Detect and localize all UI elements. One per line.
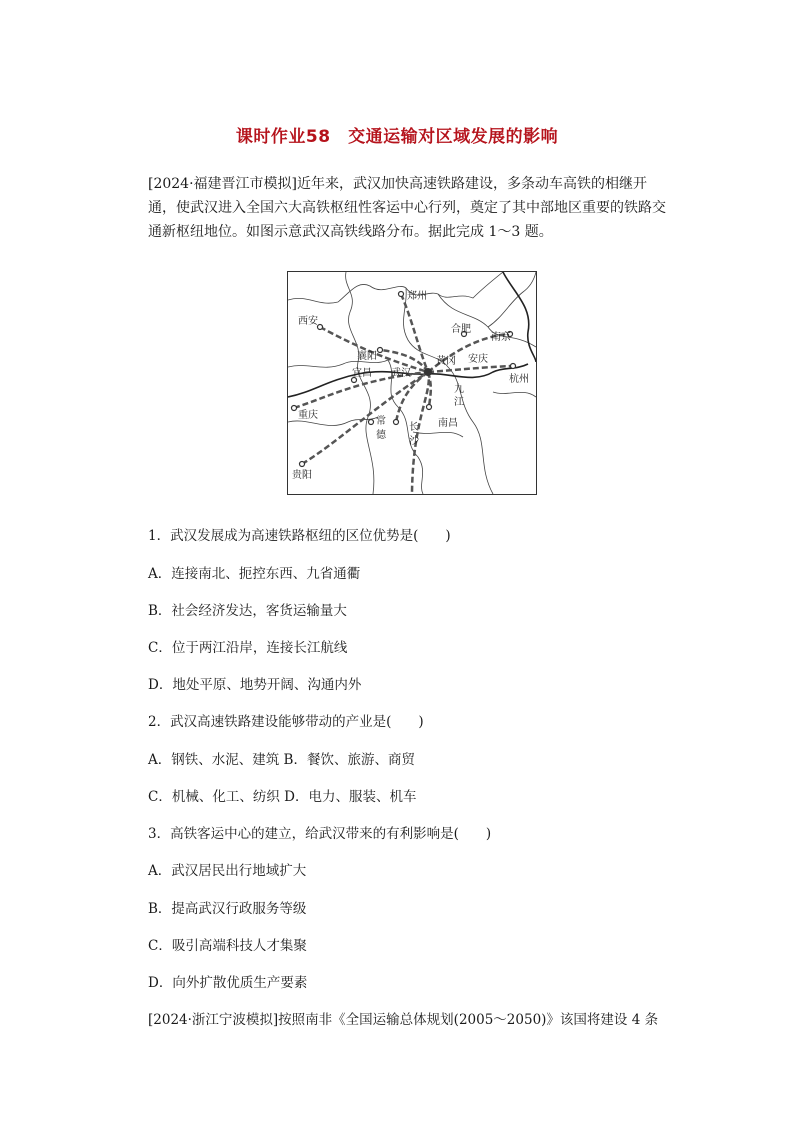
label-zhengzhou: 郑州 — [407, 291, 427, 302]
q1-option-b: B．社会经济发达，客货运输量大 — [148, 603, 347, 619]
q3-option-a: A．武汉居民出行地域扩大 — [148, 863, 307, 879]
q2-options-cd: C．机械、化工、纺织 D．电力、服装、机车 — [148, 789, 417, 805]
q3-option-b: B．提高武汉行政服务等级 — [148, 901, 307, 917]
city-wuhan-marker — [424, 368, 432, 376]
city-changsha-marker — [394, 420, 399, 425]
label-jiang: 江 — [454, 397, 464, 408]
rail-map — [287, 271, 537, 495]
label-xian: 西安 — [298, 316, 318, 327]
city-xiangyang-marker — [378, 348, 383, 353]
q1-option-d: D．地处平原、地势开阔、沟通内外 — [148, 677, 362, 693]
city-xian-marker — [318, 325, 323, 330]
label-guiyang: 贵阳 — [292, 470, 312, 481]
q1-option-a: A．连接南北、扼控东西、九省通衢 — [148, 566, 361, 582]
label-anqing: 安庆 — [468, 354, 488, 365]
label-yichang: 宜昌 — [352, 368, 372, 379]
label-huanggang: 黄冈 — [436, 356, 456, 367]
rail-map-svg — [288, 272, 536, 494]
city-hangzhou-marker — [511, 364, 516, 369]
label-de: 德 — [376, 430, 386, 441]
next-passage-intro: [2024·浙江宁波模拟]按照南非《全国运输总体规划(2005～2050)》该国将建设 4 条 — [148, 1012, 659, 1028]
label-sha: 沙 — [409, 436, 419, 447]
intro-paragraph: [2024·福建晋江市模拟]近年来，武汉加快高速铁路建设，多条动车高铁的相继开通，使武汉进入全国六大高铁枢纽性客运中心行列，奠定了其中部地区重要的铁路交通新枢纽地位。如图示意武汉高铁线路分布。据此完成 1～3 题。 — [148, 176, 666, 240]
question-3: 3．高铁客运中心的建立，给武汉带来的有利影响是( ) — [148, 826, 492, 842]
city-guiyang-marker — [300, 462, 305, 467]
city-zhengzhou-marker — [399, 292, 404, 297]
label-wuhan: 武汉 — [391, 368, 411, 379]
q2-options-ab: A．钢铁、水泥、建筑 B．餐饮、旅游、商贸 — [148, 752, 415, 768]
label-hangzhou: 杭州 — [509, 374, 529, 385]
city-changde-marker — [369, 420, 374, 425]
label-nanjing: 南京 — [491, 332, 511, 343]
city-nanchang-marker — [427, 405, 432, 410]
question-1: 1．武汉发展成为高速铁路枢纽的区位优势是( ) — [148, 528, 451, 544]
label-chongqing: 重庆 — [298, 410, 318, 421]
label-hefei: 合肥 — [451, 324, 471, 335]
label-chang: 常 — [376, 416, 386, 427]
page-title: 课时作业58 交通运输对区域发展的影响 — [235, 127, 559, 147]
label-chang2: 长 — [409, 422, 419, 433]
q1-option-c: C．位于两江沿岸，连接长江航线 — [148, 640, 348, 656]
question-2: 2．武汉高速铁路建设能够带动的产业是( ) — [148, 714, 424, 730]
label-jiu: 九 — [454, 384, 464, 395]
label-xiangyang: 襄阳 — [357, 351, 377, 362]
label-nanchang: 南昌 — [438, 418, 458, 429]
city-chongqing-marker — [292, 406, 297, 411]
q3-option-c: C．吸引高端科技人才集聚 — [148, 938, 307, 954]
q3-option-d: D．向外扩散优质生产要素 — [148, 975, 308, 991]
